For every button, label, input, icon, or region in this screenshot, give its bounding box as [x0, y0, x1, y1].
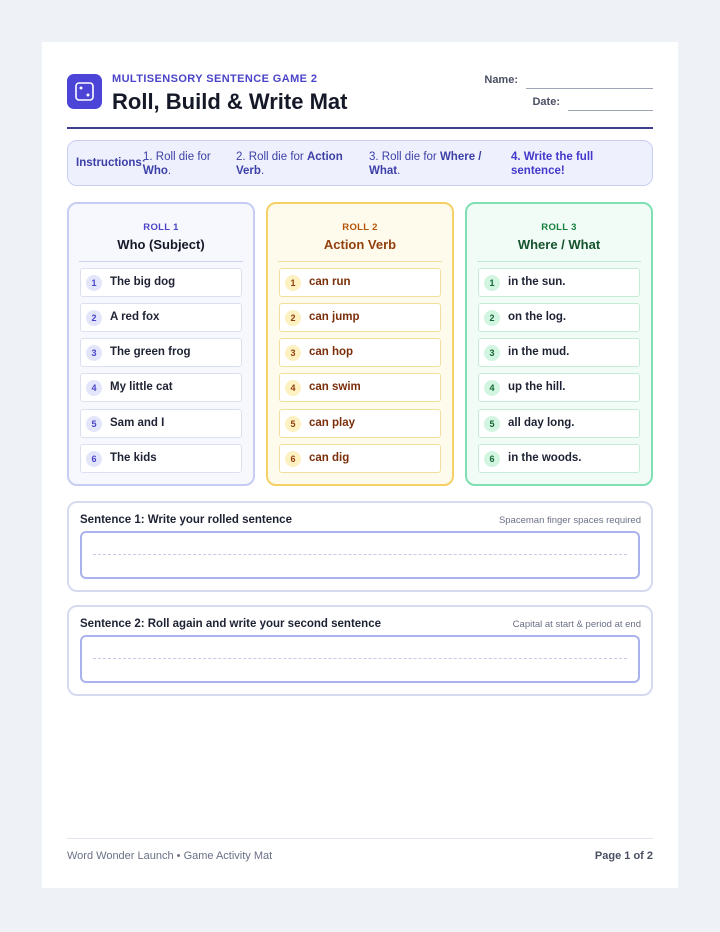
column-divider	[278, 261, 442, 262]
item-text: can hop	[309, 346, 354, 358]
footer-credit: Word Wonder Launch • Game Activity Mat	[67, 850, 273, 862]
item-number: 6	[484, 451, 500, 467]
item-number: 5	[484, 416, 500, 432]
item-text: The green frog	[110, 346, 191, 358]
item-text: The big dog	[110, 276, 176, 288]
item-text: A red fox	[110, 311, 160, 323]
writing-guide-line	[93, 554, 627, 555]
item-text: can run	[309, 276, 351, 288]
item-number: 5	[86, 416, 102, 432]
item-number: 6	[285, 451, 301, 467]
list-item[interactable]	[279, 303, 441, 332]
sentence-1-writing-field[interactable]	[80, 531, 640, 579]
list-item[interactable]	[279, 409, 441, 438]
item-number: 4	[484, 380, 500, 396]
page-title: Roll, Build & Write Mat	[112, 89, 348, 114]
item-number: 5	[285, 416, 301, 432]
column-divider	[477, 261, 641, 262]
list-item[interactable]	[478, 303, 640, 332]
item-text: in the mud.	[508, 346, 570, 358]
sentence-2-writing-field[interactable]	[80, 635, 640, 683]
list-item[interactable]	[80, 268, 242, 297]
list-item[interactable]	[80, 444, 242, 473]
column-title: Who (Subject)	[117, 237, 205, 252]
header-divider	[67, 127, 653, 129]
item-text: Sam and I	[110, 417, 165, 429]
list-item[interactable]	[80, 338, 242, 367]
item-text: can swim	[309, 381, 361, 393]
roll-column-who	[67, 202, 255, 486]
column-title: Action Verb	[323, 237, 397, 252]
list-item[interactable]	[478, 338, 640, 367]
item-number: 3	[484, 345, 500, 361]
sentence-1-hint: Spaceman finger spaces required	[498, 515, 641, 526]
item-text: can play	[309, 417, 356, 429]
instruction-step-4: 4. Write the full sentence!	[511, 151, 594, 177]
item-number: 1	[484, 275, 500, 291]
column-roll-label: ROLL 2	[342, 222, 378, 233]
column-roll-label: ROLL 3	[541, 222, 577, 233]
sentence-1-label: Sentence 1: Write your rolled sentence	[80, 514, 292, 526]
column-title: Where / What	[517, 237, 601, 252]
item-text: can dig	[309, 452, 350, 464]
roll-column-action-verb	[266, 202, 454, 486]
list-item[interactable]	[478, 373, 640, 402]
list-item[interactable]	[279, 268, 441, 297]
item-number: 1	[86, 275, 102, 291]
item-number: 4	[86, 380, 102, 396]
sentence-1-box	[67, 501, 653, 592]
item-text: My little cat	[110, 381, 173, 393]
item-number: 4	[285, 380, 301, 396]
date-field[interactable]	[568, 110, 653, 111]
item-text: in the woods.	[508, 452, 582, 464]
roll-column-where-what	[465, 202, 653, 486]
list-item[interactable]	[478, 409, 640, 438]
instructions-bar	[67, 140, 653, 186]
sentence-2-hint: Capital at start & period at end	[512, 619, 641, 630]
column-divider	[79, 261, 243, 262]
name-label: Name:	[484, 74, 518, 86]
item-text: can jump	[309, 311, 360, 323]
sentence-2-box	[67, 605, 653, 696]
list-item[interactable]	[279, 338, 441, 367]
sentence-2-label: Sentence 2: Roll again and write your second sentence	[80, 618, 381, 630]
item-number: 2	[86, 310, 102, 326]
item-text: in the sun.	[508, 276, 566, 288]
item-number: 1	[285, 275, 301, 291]
worksheet-page	[42, 42, 678, 888]
list-item[interactable]	[80, 303, 242, 332]
item-text: The kids	[110, 452, 157, 464]
item-text: on the log.	[508, 311, 567, 323]
item-number: 2	[484, 310, 500, 326]
name-field[interactable]	[526, 88, 653, 89]
item-number: 3	[285, 345, 301, 361]
die-icon	[67, 74, 102, 109]
item-number: 3	[86, 345, 102, 361]
column-roll-label: ROLL 1	[143, 222, 179, 233]
instruction-step-2: 2. Roll die for Action Verb.	[236, 151, 343, 177]
item-text: up the hill.	[508, 381, 566, 393]
list-item[interactable]	[80, 373, 242, 402]
list-item[interactable]	[279, 373, 441, 402]
instruction-step-1: 1. Roll die for Who.	[143, 151, 211, 177]
footer-divider	[67, 838, 653, 839]
list-item[interactable]	[279, 444, 441, 473]
item-number: 2	[285, 310, 301, 326]
instruction-step-3: 3. Roll die for Where / What.	[369, 151, 482, 177]
game-kicker: MULTISENSORY SENTENCE GAME 2	[112, 73, 318, 85]
writing-guide-line	[93, 658, 627, 659]
item-text: all day long.	[508, 417, 575, 429]
page-number: Page 1 of 2	[594, 850, 653, 862]
list-item[interactable]	[478, 268, 640, 297]
item-number: 6	[86, 451, 102, 467]
list-item[interactable]	[80, 409, 242, 438]
instructions-label: Instructions:	[76, 157, 146, 169]
list-item[interactable]	[478, 444, 640, 473]
date-label: Date:	[532, 96, 560, 108]
